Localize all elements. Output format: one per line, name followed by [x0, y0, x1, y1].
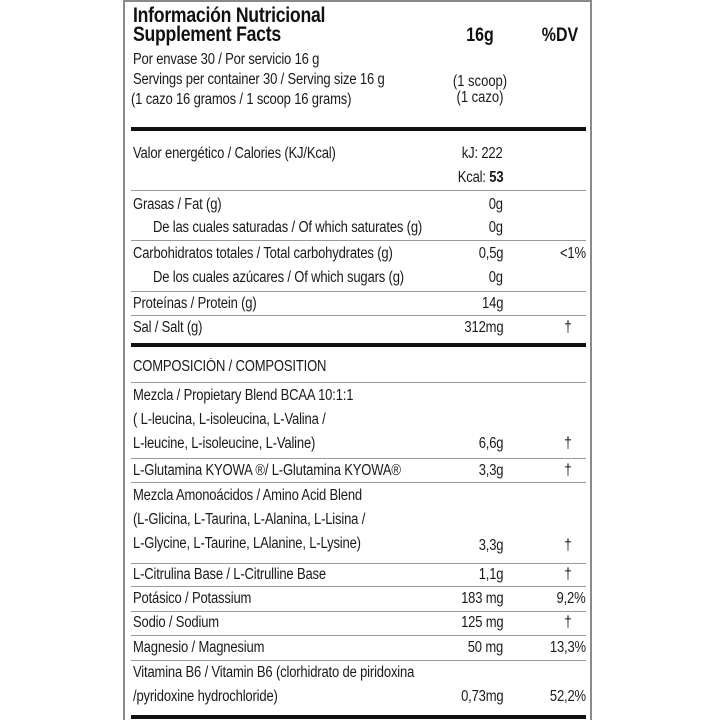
divider: [131, 586, 586, 587]
ingredient-label: Magnesio / Magnesium: [133, 639, 265, 656]
nutrient-dv: <1%: [560, 245, 586, 262]
ingredient-label: L-leucine, L-isoleucine, L-Valine): [133, 435, 316, 452]
ingredient-label: Mezcla Amonoácidos / Amino Acid Blend: [133, 487, 363, 504]
nutrient-label: De los cuales azúcares / Of which sugars (g): [153, 269, 404, 286]
nutrient-label: Carbohidratos totales / Total carbohydrates (g): [133, 245, 393, 262]
ingredient-amount: 6,6g: [478, 435, 503, 452]
dagger-mark: †: [564, 537, 572, 554]
divider: [131, 660, 586, 661]
nutrient-amount: 0g: [488, 219, 503, 236]
nutrient-amount: 312mg: [464, 319, 503, 336]
divider: [131, 315, 586, 316]
ingredient-dv: 13,3%: [549, 639, 586, 656]
divider: [131, 382, 586, 383]
ingredient-dv: 9,2%: [556, 590, 586, 607]
divider: [131, 563, 586, 564]
serving-column-header: 16g: [466, 25, 494, 46]
nutrient-amount: 14g: [481, 295, 503, 312]
ingredient-label: Vitamina B6 / Vitamin B6 (clorhidrato de piridoxina: [133, 664, 415, 681]
ingredient-label: /pyridoxine hydrochloride): [133, 688, 278, 705]
energy-kcal: Kcal: 53: [457, 169, 503, 186]
title-spanish: Información Nutricional: [133, 4, 326, 27]
dagger-mark: †: [564, 462, 572, 479]
serving-unit-scoop: (1 scoop): [452, 73, 508, 90]
divider: [131, 291, 586, 292]
dagger-mark: †: [564, 614, 572, 631]
divider: [131, 635, 586, 636]
divider: [131, 190, 586, 191]
nutrient-amount: 0g: [488, 196, 503, 213]
dv-column-header: %DV: [541, 25, 579, 46]
ingredient-amount: 3,3g: [478, 462, 503, 479]
ingredient-label: ( L-leucina, L-isoleucina, L-Valina /: [133, 411, 326, 428]
ingredient-label: Potásico / Potassium: [133, 590, 252, 607]
ingredient-label: Mezcla / Propietary Blend BCAA 10:1:1: [133, 387, 354, 404]
ingredient-amount: 1,1g: [478, 566, 503, 583]
nutrient-label: Sal / Salt (g): [133, 319, 203, 336]
title-english: Supplement Facts: [133, 23, 281, 46]
thick-divider: [131, 715, 586, 719]
servings-line-3: (1 cazo 16 gramos / 1 scoop 16 grams): [131, 91, 352, 108]
energy-kj: kJ: 222: [462, 145, 503, 162]
ingredient-amount: 125 mg: [460, 614, 503, 631]
ingredient-label: L-Glycine, L-Taurine, LAlanine, L-Lysine): [133, 535, 361, 552]
ingredient-label: Sodio / Sodium: [133, 614, 219, 631]
ingredient-amount: 50 mg: [467, 639, 503, 656]
servings-line-2: Servings per container 30 / Serving size 16 g: [133, 71, 385, 88]
serving-unit-cazo: (1 cazo): [456, 89, 504, 106]
divider: [131, 458, 586, 459]
nutrient-label: Proteínas / Protein (g): [133, 295, 257, 312]
dagger-mark: †: [564, 435, 572, 452]
ingredient-label: (L-Glicina, L-Taurina, L-Alanina, L-Lisina /: [133, 511, 366, 528]
ingredient-amount: 0,73mg: [460, 688, 503, 705]
servings-line-1: Por envase 30 / Por servicio 16 g: [133, 51, 320, 68]
ingredient-amount: 3,3g: [478, 537, 503, 554]
nutrient-amount: 0,5g: [478, 245, 503, 262]
divider: [131, 482, 586, 483]
ingredient-dv: 52,2%: [549, 688, 586, 705]
ingredient-label: L-Citrulina Base / L-Citrulline Base: [133, 566, 326, 583]
nutrient-label: Grasas / Fat (g): [133, 196, 222, 213]
ingredient-label: L-Glutamina KYOWA ®/ L-Glutamina KYOWA®: [133, 462, 401, 479]
ingredient-amount: 183 mg: [460, 590, 503, 607]
divider: [131, 240, 586, 241]
nutrient-label: De las cuales saturadas / Of which saturates (g): [153, 219, 423, 236]
dagger-mark: †: [564, 319, 572, 336]
thick-divider: [131, 127, 586, 131]
thick-divider: [131, 343, 586, 347]
composition-heading: COMPOSICIÓN / COMPOSITION: [133, 358, 327, 375]
divider: [131, 611, 586, 612]
energy-label: Valor energético / Calories (KJ/Kcal): [133, 145, 336, 162]
nutrient-amount: 0g: [488, 269, 503, 286]
dagger-mark: †: [564, 566, 572, 583]
